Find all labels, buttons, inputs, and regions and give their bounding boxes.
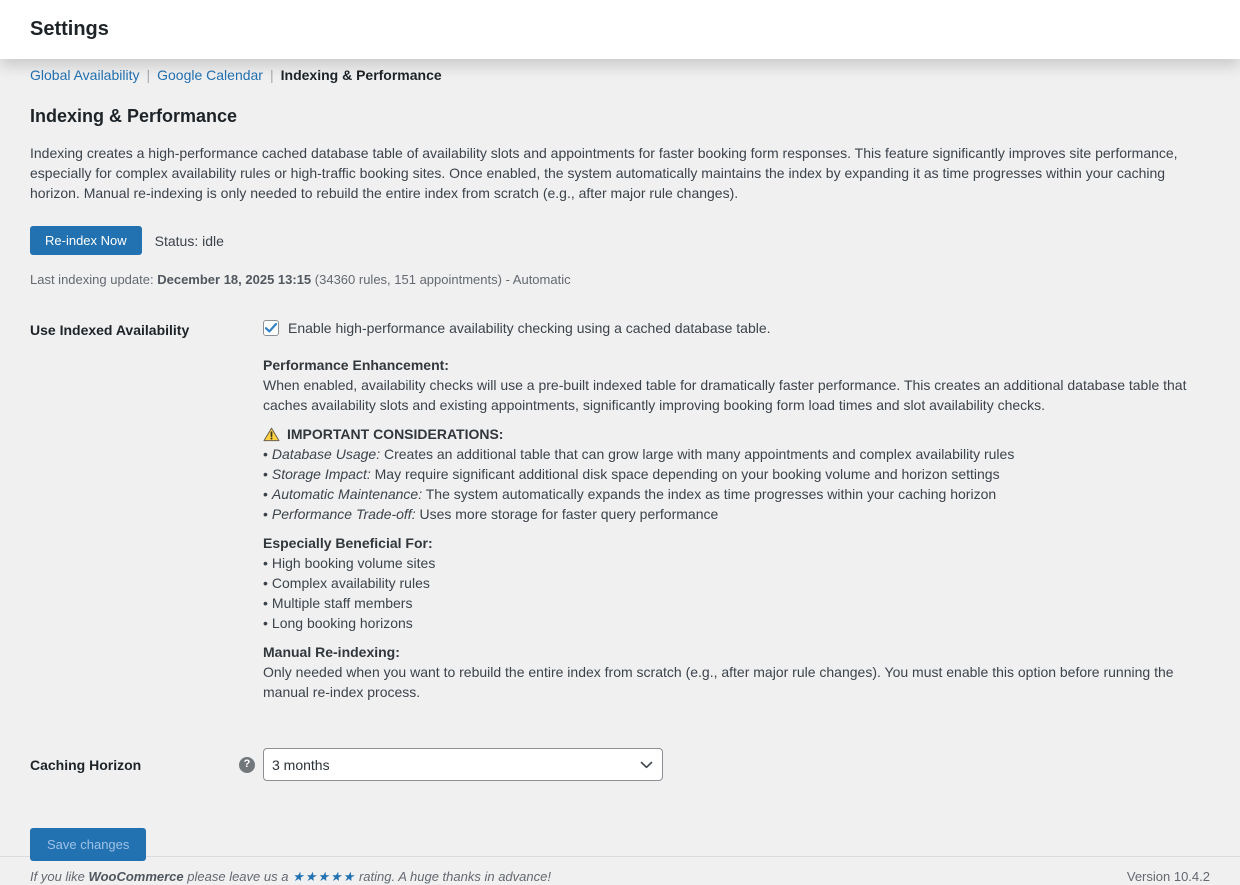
consideration-text: Uses more storage for faster query performance <box>415 506 719 522</box>
caching-horizon-label-text: Caching Horizon <box>30 756 142 773</box>
bullet-glyph: • <box>263 615 268 631</box>
version-text: Version 10.4.2 <box>1126 869 1210 884</box>
rating-suffix: rating. A huge thanks in advance! <box>355 869 551 884</box>
caching-horizon-label <box>30 757 263 773</box>
subnav-global-availability[interactable]: Global Availability <box>30 67 140 83</box>
beneficial-text: High booking volume sites <box>271 555 436 571</box>
last-indexing-update <box>30 272 1210 287</box>
rating-prefix: If you like <box>30 869 89 884</box>
beneficial-text: Complex availability rules <box>271 575 430 591</box>
consideration-text: Creates an additional table that can grow large with many appointments and complex availability rules <box>380 446 1015 462</box>
settings-content <box>0 59 1240 861</box>
subnav-google-calendar[interactable]: Google Calendar <box>157 67 263 83</box>
important-considerations-heading-text: IMPORTANT CONSIDERATIONS: <box>287 426 504 442</box>
indexed-availability-checkbox[interactable] <box>263 320 279 336</box>
last-update-prefix: Last indexing update: <box>30 272 158 287</box>
warning-icon <box>263 427 280 442</box>
bullet-glyph: • <box>263 446 268 462</box>
consideration-item <box>263 464 1210 484</box>
bullet-glyph: • <box>263 595 268 611</box>
consideration-term: Automatic Maintenance: <box>271 486 423 502</box>
performance-enhancement-heading: Performance Enhancement: <box>263 357 449 373</box>
bullet-glyph: • <box>263 466 268 482</box>
consideration-term: Storage Impact: <box>271 466 371 482</box>
beneficial-text: Long booking horizons <box>271 615 413 631</box>
indexed-availability-checkbox-row <box>263 320 1210 336</box>
subnav-indexing-performance[interactable]: Indexing & Performance <box>280 67 442 83</box>
consideration-term: Performance Trade-off: <box>271 506 416 522</box>
beneficial-item <box>263 593 1210 613</box>
beneficial-item <box>263 573 1210 593</box>
subnav-separator: | <box>146 67 151 83</box>
save-changes-button[interactable]: Save changes <box>30 828 146 861</box>
caching-horizon-select[interactable] <box>263 748 663 781</box>
beneficial-item <box>263 613 1210 633</box>
consideration-text: The system automatically expands the index as time progresses within your caching horizon <box>422 486 997 502</box>
reindex-row <box>30 226 1210 255</box>
caching-horizon-field <box>263 748 1210 781</box>
rating-request <box>30 869 551 885</box>
manual-reindexing-heading: Manual Re-indexing: <box>263 644 400 660</box>
indexed-availability-checkbox-label[interactable]: Enable high-performance availability checking using a cached database table. <box>288 320 771 336</box>
check-icon <box>265 323 277 333</box>
app-title: Settings <box>30 18 109 40</box>
beneficial-heading: Especially Beneficial For: <box>263 535 433 551</box>
reindex-status-text: Status: idle <box>154 232 224 249</box>
consideration-item <box>263 504 1210 524</box>
indexed-availability-description <box>263 355 1210 702</box>
indexed-availability-row <box>30 320 1210 702</box>
consideration-item <box>263 444 1210 464</box>
caching-horizon-select-wrap <box>263 748 663 781</box>
bullet-glyph: • <box>263 506 268 522</box>
help-icon[interactable]: ? <box>239 757 255 773</box>
consideration-item <box>263 484 1210 504</box>
indexed-availability-label-text: Use Indexed Availability <box>30 322 190 338</box>
bullet-glyph: • <box>263 555 268 571</box>
five-star-rating-link[interactable]: ★★★★★ <box>292 869 356 884</box>
last-update-suffix: (34360 rules, 151 appointments) - Automatic <box>311 272 571 287</box>
manual-reindexing-text: Only needed when you want to rebuild the entire index from scratch (e.g., after major rule changes). You must enable this option before running the manual re-index process. <box>263 664 1174 700</box>
indexed-availability-label <box>30 320 263 702</box>
consideration-text: May require significant additional disk space depending on your booking volume and horizon settings <box>370 466 1000 482</box>
reindex-now-button[interactable]: Re-index Now <box>30 226 142 255</box>
settings-subnav <box>30 59 1210 85</box>
beneficial-text: Multiple staff members <box>271 595 413 611</box>
caching-horizon-row <box>30 748 1210 781</box>
performance-enhancement-text: When enabled, availability checks will use a pre-built indexed table for dramatically faster performance. This creates an additional database table that caches availability slots and existing appointments, significantly improving booking form load times and slot availability checks. <box>263 377 1187 413</box>
subnav-separator: | <box>269 67 274 83</box>
save-row <box>30 828 1210 861</box>
important-considerations-heading <box>263 424 1210 444</box>
settings-header <box>0 0 1240 59</box>
consideration-term: Database Usage: <box>271 446 381 462</box>
page-title: Indexing & Performance <box>30 106 238 126</box>
bullet-glyph: • <box>263 575 268 591</box>
indexed-availability-field <box>263 320 1210 702</box>
last-update-date: December 18, 2025 13:15 <box>157 272 312 287</box>
page-description: Indexing creates a high-performance cached database table of availability slots and appointments for faster booking form responses. This feature significantly improves site performance, especially for complex availability rules or high-traffic booking sites. Once enabled, the system automatically maintains the index by expanding it as time progresses within your caching horizon. Manual re-indexing is only needed to rebuild the entire index from scratch (e.g., after major rule changes). <box>30 145 1178 201</box>
bullet-glyph: • <box>263 486 268 502</box>
woocommerce-brand: WooCommerce <box>88 869 184 884</box>
rating-mid: please leave us a <box>183 869 293 884</box>
beneficial-item <box>263 553 1210 573</box>
